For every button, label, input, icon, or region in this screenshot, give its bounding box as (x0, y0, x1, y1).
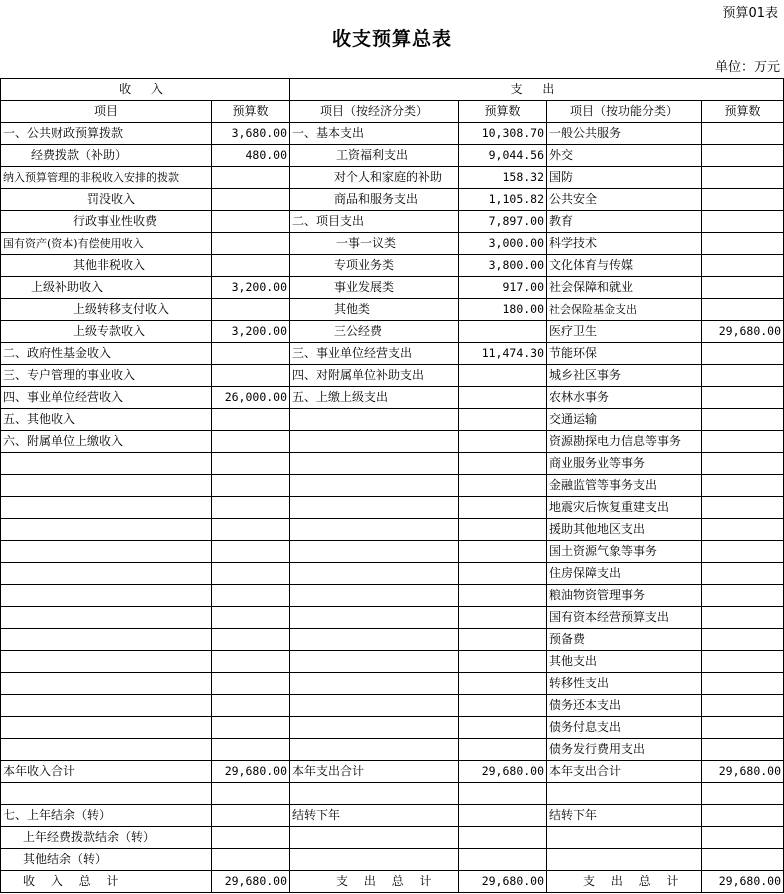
func-value (702, 145, 784, 167)
table-row (1, 233, 784, 255)
econ-value-empty (459, 453, 547, 475)
income-header: 收 入 (1, 79, 290, 101)
table-row (1, 431, 784, 453)
table-row (1, 475, 784, 497)
func-value (702, 717, 784, 739)
func-value (702, 189, 784, 211)
income-item: 二、政府性基金收入 (1, 343, 212, 365)
func-item: 公共安全 (547, 189, 702, 211)
func-value (702, 629, 784, 651)
table-row (1, 211, 784, 233)
econ-value (459, 387, 547, 409)
table-row (1, 299, 784, 321)
econ-value-empty (459, 739, 547, 761)
income-item: 经费拨款（补助） (1, 145, 212, 167)
year-income-total-label: 本年收入合计 (1, 761, 212, 783)
func-value (702, 211, 784, 233)
table-row (1, 629, 784, 651)
func-item: 文化体育与传媒 (547, 255, 702, 277)
econ-item: 工资福利支出 (290, 145, 459, 167)
econ-value-empty (459, 431, 547, 453)
income-item-empty (1, 629, 212, 651)
econ-value-empty (459, 563, 547, 585)
prev-funding-surplus: 上年经费拨款结余（转） (1, 827, 212, 849)
income-value (212, 255, 290, 277)
econ-value-empty (459, 541, 547, 563)
func-item: 教育 (547, 211, 702, 233)
table-row (1, 717, 784, 739)
func-item: 国防 (547, 167, 702, 189)
prev-funding-value (212, 827, 290, 849)
econ-value: 10,308.70 (459, 123, 547, 145)
econ-item-empty (290, 453, 459, 475)
col-budget-func: 预算数 (702, 101, 784, 123)
econ-value (459, 321, 547, 343)
func-value (702, 585, 784, 607)
income-value-empty (212, 629, 290, 651)
income-item: 其他非税收入 (1, 255, 212, 277)
table-row (1, 651, 784, 673)
income-item: 上级专款收入 (1, 321, 212, 343)
year-func-total-value: 29,680.00 (702, 761, 784, 783)
income-value-empty (212, 563, 290, 585)
income-item: 上级补助收入 (1, 277, 212, 299)
income-item: 纳入预算管理的非税收入安排的拨款 (1, 167, 212, 189)
income-value-empty (212, 607, 290, 629)
econ-item-empty (290, 607, 459, 629)
blank (1, 783, 212, 805)
econ-carry-next: 结转下年 (290, 805, 459, 827)
econ-item: 其他类 (290, 299, 459, 321)
blank (547, 849, 702, 871)
func-item: 科学技术 (547, 233, 702, 255)
func-value (702, 343, 784, 365)
income-item: 上级转移支付收入 (1, 299, 212, 321)
income-value (212, 365, 290, 387)
blank (459, 783, 547, 805)
func-item: 节能环保 (547, 343, 702, 365)
func-item: 国有资本经营预算支出 (547, 607, 702, 629)
table-row (1, 189, 784, 211)
table-row (1, 387, 784, 409)
income-value (212, 299, 290, 321)
blank (547, 783, 702, 805)
income-value-empty (212, 475, 290, 497)
func-value (702, 695, 784, 717)
econ-value: 7,897.00 (459, 211, 547, 233)
table-row (1, 497, 784, 519)
blank (459, 849, 547, 871)
grand-econ-label: 支 出 总 计 (290, 871, 459, 893)
header-row-sections (1, 79, 784, 101)
econ-value: 3,800.00 (459, 255, 547, 277)
income-value (212, 343, 290, 365)
prev-surplus-value (212, 805, 290, 827)
econ-item-empty (290, 695, 459, 717)
func-item: 城乡社区事务 (547, 365, 702, 387)
income-item: 四、事业单位经营收入 (1, 387, 212, 409)
econ-item-empty (290, 497, 459, 519)
grand-func-value: 29,680.00 (702, 871, 784, 893)
econ-item-empty (290, 541, 459, 563)
func-item: 商业服务业等事务 (547, 453, 702, 475)
income-item-empty (1, 717, 212, 739)
econ-value: 180.00 (459, 299, 547, 321)
year-econ-total-label: 本年支出合计 (290, 761, 459, 783)
income-item: 罚没收入 (1, 189, 212, 211)
func-value: 29,680.00 (702, 321, 784, 343)
func-item: 社会保险基金支出 (547, 299, 702, 321)
income-item: 六、附属单位上缴收入 (1, 431, 212, 453)
income-item-empty (1, 497, 212, 519)
income-value-empty (212, 497, 290, 519)
econ-item: 三、事业单位经营支出 (290, 343, 459, 365)
col-item-econ: 项目（按经济分类） (290, 101, 459, 123)
income-value: 3,200.00 (212, 277, 290, 299)
table-row (1, 607, 784, 629)
func-item: 粮油物资管理事务 (547, 585, 702, 607)
table-row (1, 563, 784, 585)
econ-value: 1,105.82 (459, 189, 547, 211)
func-value (702, 739, 784, 761)
econ-item: 商品和服务支出 (290, 189, 459, 211)
table-row (1, 585, 784, 607)
econ-item: 专项业务类 (290, 255, 459, 277)
prev-surplus-label: 七、上年结余（转） (1, 805, 212, 827)
blank (290, 783, 459, 805)
func-value (702, 233, 784, 255)
func-item: 医疗卫生 (547, 321, 702, 343)
func-value (702, 673, 784, 695)
func-carry-next: 结转下年 (547, 805, 702, 827)
econ-item: 四、对附属单位补助支出 (290, 365, 459, 387)
func-item: 农林水事务 (547, 387, 702, 409)
func-value (702, 453, 784, 475)
func-value (702, 475, 784, 497)
table-row (1, 805, 784, 827)
func-value (702, 519, 784, 541)
income-value (212, 409, 290, 431)
income-item-empty (1, 519, 212, 541)
income-value: 3,200.00 (212, 321, 290, 343)
grand-income-value: 29,680.00 (212, 871, 290, 893)
table-row (1, 453, 784, 475)
func-value (702, 255, 784, 277)
func-item: 地震灾后恢复重建支出 (547, 497, 702, 519)
func-value (702, 607, 784, 629)
income-item-empty (1, 563, 212, 585)
income-item-empty (1, 695, 212, 717)
func-item: 援助其他地区支出 (547, 519, 702, 541)
econ-item: 五、上缴上级支出 (290, 387, 459, 409)
income-value-empty (212, 651, 290, 673)
income-item-empty (1, 739, 212, 761)
func-item: 外交 (547, 145, 702, 167)
income-value (212, 431, 290, 453)
income-item-empty (1, 607, 212, 629)
form-code: 预算01表 (722, 6, 778, 21)
income-item: 行政事业性收费 (1, 211, 212, 233)
func-item: 其他支出 (547, 651, 702, 673)
econ-item: 一事一议类 (290, 233, 459, 255)
econ-item-empty (290, 673, 459, 695)
blank (702, 783, 784, 805)
econ-item-empty (290, 431, 459, 453)
econ-value-empty (459, 629, 547, 651)
table-row (1, 255, 784, 277)
blank (702, 849, 784, 871)
blank (212, 783, 290, 805)
income-value (212, 233, 290, 255)
econ-value: 3,000.00 (459, 233, 547, 255)
func-value (702, 277, 784, 299)
econ-item-empty (290, 651, 459, 673)
func-value (702, 387, 784, 409)
func-value (702, 365, 784, 387)
grand-income-label: 收 入 总 计 (1, 871, 212, 893)
table-row (1, 343, 784, 365)
year-income-total-value: 29,680.00 (212, 761, 290, 783)
table-row (1, 123, 784, 145)
table-row (1, 277, 784, 299)
table-row (1, 519, 784, 541)
func-item: 债务还本支出 (547, 695, 702, 717)
income-item-empty (1, 585, 212, 607)
income-value-empty (212, 673, 290, 695)
budget-table (0, 78, 784, 893)
table-row (1, 827, 784, 849)
func-item: 住房保障支出 (547, 563, 702, 585)
blank (702, 827, 784, 849)
income-value-empty (212, 717, 290, 739)
income-value-empty (212, 695, 290, 717)
income-value-empty (212, 541, 290, 563)
income-value-empty (212, 739, 290, 761)
other-surplus-value (212, 849, 290, 871)
func-item: 金融监管等事务支出 (547, 475, 702, 497)
func-value (702, 497, 784, 519)
income-item-empty (1, 673, 212, 695)
income-value (212, 167, 290, 189)
income-value: 480.00 (212, 145, 290, 167)
func-item: 交通运输 (547, 409, 702, 431)
income-item: 国有资产(资本)有偿使用收入 (1, 233, 212, 255)
func-item: 一般公共服务 (547, 123, 702, 145)
econ-value-empty (459, 409, 547, 431)
func-value (702, 431, 784, 453)
table-row (1, 695, 784, 717)
table-row (1, 871, 784, 893)
func-item: 预备费 (547, 629, 702, 651)
func-item: 国土资源气象等事务 (547, 541, 702, 563)
econ-item-empty (290, 717, 459, 739)
income-item: 三、专户管理的事业收入 (1, 365, 212, 387)
func-value (702, 299, 784, 321)
year-econ-total-value: 29,680.00 (459, 761, 547, 783)
unit-label: 单位：万元 (714, 60, 780, 75)
econ-item: 事业发展类 (290, 277, 459, 299)
other-surplus: 其他结余（转） (1, 849, 212, 871)
func-value (702, 563, 784, 585)
col-item: 项目 (1, 101, 212, 123)
blank (290, 827, 459, 849)
col-budget: 预算数 (212, 101, 290, 123)
header-row-columns (1, 101, 784, 123)
blank (459, 827, 547, 849)
econ-value-empty (459, 497, 547, 519)
func-value (702, 541, 784, 563)
econ-value-empty (459, 695, 547, 717)
table-row (1, 365, 784, 387)
econ-value-empty (459, 651, 547, 673)
econ-item-empty (290, 409, 459, 431)
blank (290, 849, 459, 871)
income-item-empty (1, 651, 212, 673)
econ-value: 917.00 (459, 277, 547, 299)
func-item: 社会保障和就业 (547, 277, 702, 299)
table-row (1, 145, 784, 167)
econ-item-empty (290, 739, 459, 761)
income-item: 五、其他收入 (1, 409, 212, 431)
econ-value-empty (459, 519, 547, 541)
table-row (1, 321, 784, 343)
func-value (702, 409, 784, 431)
econ-item-empty (290, 629, 459, 651)
func-value (702, 123, 784, 145)
grand-econ-value: 29,680.00 (459, 871, 547, 893)
income-value-empty (212, 585, 290, 607)
income-item-empty (1, 453, 212, 475)
func-carry-next-value (702, 805, 784, 827)
table-row (1, 761, 784, 783)
func-item: 转移性支出 (547, 673, 702, 695)
table-row (1, 739, 784, 761)
page-title: 收支预算总表 (331, 28, 452, 50)
table-row (1, 673, 784, 695)
econ-item: 一、基本支出 (290, 123, 459, 145)
func-item: 资源勘探电力信息等事务 (547, 431, 702, 453)
econ-value-empty (459, 607, 547, 629)
income-value-empty (212, 519, 290, 541)
econ-item-empty (290, 563, 459, 585)
table-row (1, 409, 784, 431)
econ-item: 对个人和家庭的补助 (290, 167, 459, 189)
table-row (1, 783, 784, 805)
func-item: 债务发行费用支出 (547, 739, 702, 761)
table-row (1, 849, 784, 871)
income-item-empty (1, 541, 212, 563)
econ-value: 158.32 (459, 167, 547, 189)
table-row (1, 167, 784, 189)
econ-value: 9,044.56 (459, 145, 547, 167)
econ-item: 二、项目支出 (290, 211, 459, 233)
income-item: 一、公共财政预算拨款 (1, 123, 212, 145)
income-value-empty (212, 453, 290, 475)
econ-value-empty (459, 475, 547, 497)
func-item: 债务付息支出 (547, 717, 702, 739)
col-item-func: 项目（按功能分类） (547, 101, 702, 123)
econ-item-empty (290, 475, 459, 497)
year-func-total-label: 本年支出合计 (547, 761, 702, 783)
func-value (702, 651, 784, 673)
econ-value-empty (459, 585, 547, 607)
income-value (212, 189, 290, 211)
econ-value: 11,474.30 (459, 343, 547, 365)
income-value: 26,000.00 (212, 387, 290, 409)
econ-value-empty (459, 673, 547, 695)
income-item-empty (1, 475, 212, 497)
econ-item: 三公经费 (290, 321, 459, 343)
table-row (1, 541, 784, 563)
blank (547, 827, 702, 849)
func-value (702, 167, 784, 189)
col-budget-econ: 预算数 (459, 101, 547, 123)
income-value (212, 211, 290, 233)
expense-header: 支 出 (290, 79, 784, 101)
econ-item-empty (290, 585, 459, 607)
income-value: 3,680.00 (212, 123, 290, 145)
grand-func-label: 支 出 总 计 (547, 871, 702, 893)
econ-value-empty (459, 717, 547, 739)
econ-carry-next-value (459, 805, 547, 827)
econ-item-empty (290, 519, 459, 541)
econ-value (459, 365, 547, 387)
